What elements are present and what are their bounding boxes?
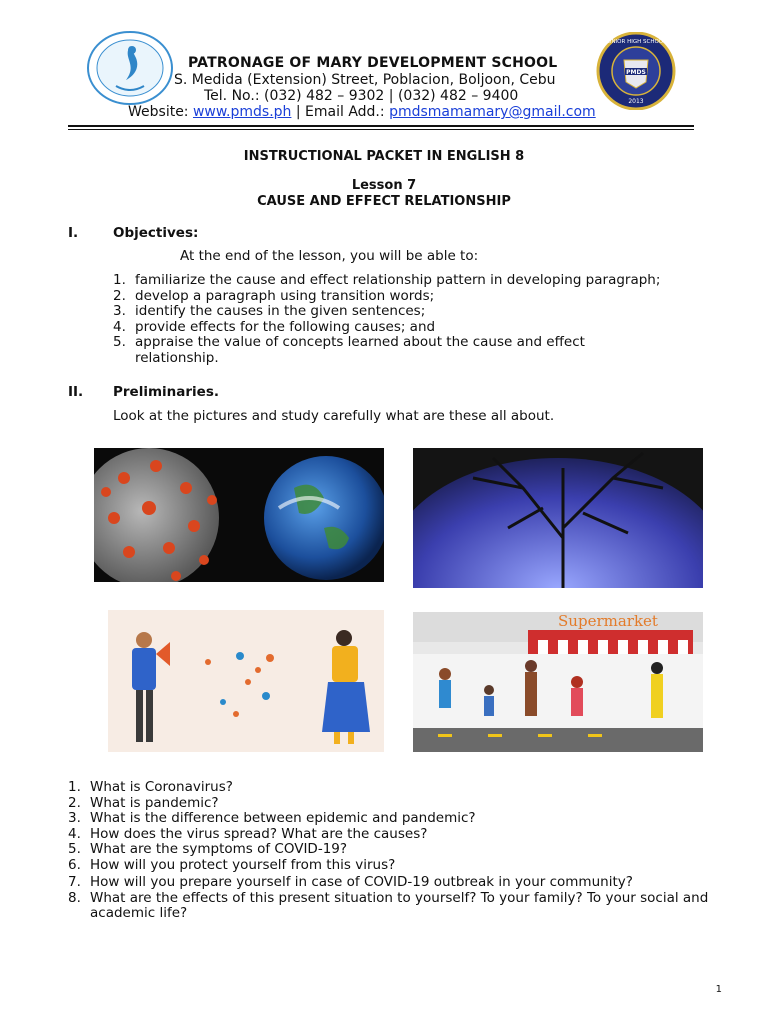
email-link[interactable]: pmdsmamamary@gmail.com xyxy=(389,104,596,120)
coronavirus-earth-image xyxy=(94,448,384,582)
website-link[interactable]: www.pmds.ph xyxy=(192,104,292,120)
preliminaries-intro: Look at the pictures and study carefully what are these all about. xyxy=(113,408,555,424)
objectives-number: I. xyxy=(68,225,79,241)
list-item: 1. familiarize the cause and effect relationship pattern in developing paragraph; xyxy=(113,272,661,288)
right-logo-ring: JUNIOR HIGH SCHOOL xyxy=(605,39,667,45)
list-item: 4. provide effects for the following causes; and xyxy=(113,318,436,335)
questions-list xyxy=(68,780,748,922)
list-item: 1. What is Coronavirus? xyxy=(68,779,233,795)
objectives-list xyxy=(113,273,733,366)
preliminaries-title: Preliminaries. xyxy=(113,384,219,400)
header-rule-thin xyxy=(68,129,694,130)
header-rule xyxy=(68,125,694,127)
page-number: 1 xyxy=(715,984,722,995)
packet-title: INSTRUCTIONAL PACKET IN ENGLISH 8 xyxy=(243,149,525,164)
right-logo-text: PMDS xyxy=(626,69,646,76)
list-item: 5. appraise the value of concepts learned about the cause and effect relationship. xyxy=(113,334,585,366)
list-item: 3. identify the causes in the given sentences; xyxy=(113,303,426,319)
list-item: 8. What are the effects of this present situation to yourself? To your family? To your social and academic life? xyxy=(68,889,709,921)
school-contact xyxy=(128,104,596,120)
school-tel: Tel. No.: (032) 482 – 9302 | (032) 482 – 9400 xyxy=(204,88,519,104)
preliminaries-number: II. xyxy=(68,384,84,400)
list-item: 7. How will you prepare yourself in case of COVID-19 outbreak in your community? xyxy=(68,874,633,890)
website-label: Website: xyxy=(128,104,193,120)
objectives-intro: At the end of the lesson, you will be able to: xyxy=(180,248,479,264)
list-item: 4. How does the virus spread? What are the causes? xyxy=(68,825,428,842)
school-address: S. Medida (Extension) Street, Poblacion, Boljoon, Cebu xyxy=(174,72,556,88)
list-item: 2. What is pandemic? xyxy=(68,794,219,811)
supermarket-queue-image xyxy=(413,612,703,752)
list-item: 3. What is the difference between epidemic and pandemic? xyxy=(68,810,476,826)
school-name: PATRONAGE OF MARY DEVELOPMENT SCHOOL xyxy=(188,55,558,71)
email-label: | Email Add.: xyxy=(291,104,390,120)
school-logo-left xyxy=(86,30,174,106)
lesson-number: Lesson 7 xyxy=(351,178,417,193)
supermarket-sign: Supermarket xyxy=(558,612,658,630)
right-logo-year: 2013 xyxy=(628,98,644,105)
list-item: 6. How will you protect yourself from this virus? xyxy=(68,856,396,873)
lesson-title: CAUSE AND EFFECT RELATIONSHIP xyxy=(257,194,511,209)
objectives-title: Objectives: xyxy=(113,225,199,241)
list-item: 2. develop a paragraph using transition words; xyxy=(113,287,435,304)
school-logo-right xyxy=(595,32,677,110)
megaphone-virus-image xyxy=(108,610,384,752)
earth-tree-image xyxy=(413,448,703,588)
list-item: 5. What are the symptoms of COVID-19? xyxy=(68,841,348,857)
